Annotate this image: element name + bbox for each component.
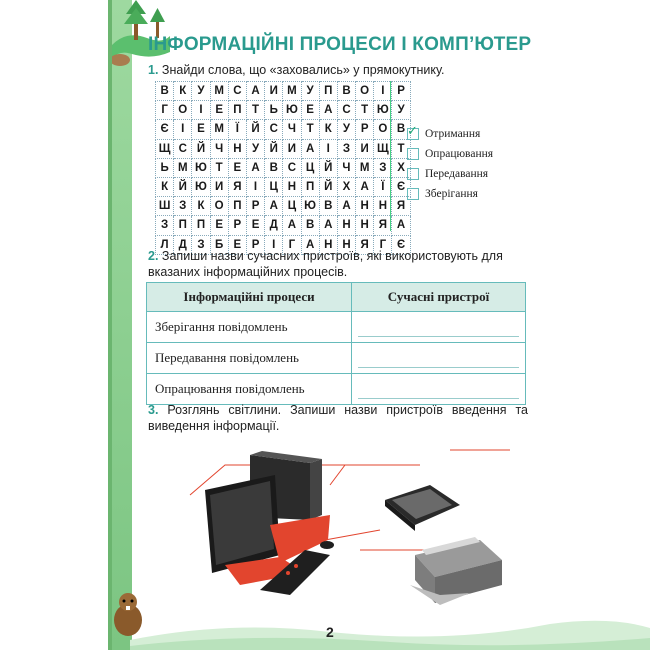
- checkmark-icon: ✓: [407, 123, 418, 138]
- answer-field[interactable]: [352, 312, 526, 343]
- page-title: ІНФОРМАЦІЙНІ ПРОЦЕСИ І КОМП’ЮТЕР: [148, 34, 532, 55]
- grid-letter[interactable]: В: [337, 82, 355, 101]
- grid-letter[interactable]: У: [246, 139, 264, 158]
- grid-letter[interactable]: Ю: [192, 158, 210, 177]
- grid-letter[interactable]: А: [265, 197, 283, 216]
- grid-letter[interactable]: Т: [301, 120, 319, 139]
- grid-letter[interactable]: Й: [265, 139, 283, 158]
- grid-letter[interactable]: К: [319, 120, 337, 139]
- grid-letter[interactable]: І: [265, 235, 283, 254]
- question-1: [148, 62, 444, 78]
- grid-letter[interactable]: Щ: [156, 139, 174, 158]
- option-label: Опрацювання: [425, 148, 494, 160]
- grid-letter[interactable]: В: [156, 82, 174, 101]
- grid-letter[interactable]: Є: [392, 235, 410, 254]
- grid-letter[interactable]: И: [210, 177, 228, 196]
- grid-letter[interactable]: А: [319, 101, 337, 120]
- grid-letter[interactable]: В: [392, 120, 410, 139]
- grid-letter[interactable]: З: [374, 158, 392, 177]
- grid-letter[interactable]: Т: [356, 101, 374, 120]
- grid-letter[interactable]: Ю: [192, 177, 210, 196]
- grid-letter[interactable]: Е: [192, 120, 210, 139]
- grid-letter[interactable]: Д: [174, 235, 192, 254]
- grid-letter[interactable]: Я: [228, 177, 246, 196]
- grid-letter[interactable]: Ч: [337, 158, 355, 177]
- mouse-icon: [320, 541, 334, 549]
- grid-letter[interactable]: Й: [319, 177, 337, 196]
- grid-letter[interactable]: А: [337, 197, 355, 216]
- question-1-number: 1.: [148, 63, 159, 77]
- grid-letter[interactable]: С: [265, 120, 283, 139]
- grid-letter[interactable]: Й: [174, 177, 192, 196]
- grid-letter[interactable]: М: [210, 82, 228, 101]
- table-header-devices: Сучасні пристрої: [352, 283, 526, 312]
- grid-letter[interactable]: Ї: [228, 120, 246, 139]
- grid-letter[interactable]: Ь: [156, 158, 174, 177]
- grid-letter[interactable]: М: [210, 120, 228, 139]
- grid-letter[interactable]: О: [374, 120, 392, 139]
- grid-letter[interactable]: Е: [228, 235, 246, 254]
- grid-letter[interactable]: Н: [337, 235, 355, 254]
- grid-letter[interactable]: Н: [228, 139, 246, 158]
- grid-letter[interactable]: Г: [156, 101, 174, 120]
- grid-letter[interactable]: У: [301, 82, 319, 101]
- grid-letter[interactable]: І: [246, 177, 264, 196]
- grid-row: [156, 177, 411, 196]
- question-2-number: 2.: [148, 249, 159, 263]
- grid-letter[interactable]: Ч: [210, 139, 228, 158]
- table-row: [147, 312, 526, 343]
- grid-letter[interactable]: Е: [301, 101, 319, 120]
- grid-letter[interactable]: Ї: [374, 177, 392, 196]
- grid-letter[interactable]: П: [192, 216, 210, 235]
- grid-letter[interactable]: Н: [319, 235, 337, 254]
- grid-letter[interactable]: Ц: [265, 177, 283, 196]
- grid-letter[interactable]: Ч: [283, 120, 301, 139]
- grid-letter[interactable]: Х: [337, 177, 355, 196]
- grid-letter[interactable]: О: [174, 101, 192, 120]
- grid-letter[interactable]: Х: [392, 158, 410, 177]
- table-row: [147, 374, 526, 405]
- grid-letter[interactable]: Й: [319, 158, 337, 177]
- grid-letter[interactable]: Р: [356, 120, 374, 139]
- grid-letter[interactable]: Н: [374, 197, 392, 216]
- grid-row: [156, 101, 411, 120]
- option-label: Зберігання: [425, 188, 478, 200]
- grid-letter[interactable]: А: [301, 139, 319, 158]
- question-1-text: Знайди слова, що «заховались» у прямокутнику.: [161, 63, 445, 77]
- processes-table: [146, 282, 526, 405]
- grid-letter[interactable]: П: [174, 216, 192, 235]
- option-checkbox[interactable]: [407, 123, 419, 140]
- grid-letter[interactable]: М: [283, 82, 301, 101]
- grid-row: [156, 216, 411, 235]
- question-3-number: 3.: [148, 403, 159, 417]
- grid-letter[interactable]: К: [192, 197, 210, 216]
- grid-letter[interactable]: Ш: [156, 197, 174, 216]
- grid-letter[interactable]: Щ: [374, 139, 392, 158]
- grid-letter[interactable]: З: [337, 139, 355, 158]
- grid-letter[interactable]: А: [246, 158, 264, 177]
- grid-letter[interactable]: Р: [246, 197, 264, 216]
- grid-letter[interactable]: А: [392, 216, 410, 235]
- grid-letter[interactable]: Я: [374, 216, 392, 235]
- grid-letter[interactable]: С: [337, 101, 355, 120]
- grid-letter[interactable]: Л: [156, 235, 174, 254]
- table-header-processes: Інформаційні процеси: [147, 283, 352, 312]
- grid-letter[interactable]: О: [356, 82, 374, 101]
- grid-letter[interactable]: С: [283, 158, 301, 177]
- grid-letter[interactable]: А: [356, 177, 374, 196]
- grid-letter[interactable]: А: [283, 216, 301, 235]
- grid-letter[interactable]: И: [356, 139, 374, 158]
- grid-letter[interactable]: Н: [337, 216, 355, 235]
- word-option: [407, 184, 493, 204]
- grid-letter[interactable]: Є: [392, 177, 410, 196]
- grid-letter[interactable]: П: [319, 82, 337, 101]
- grid-letter[interactable]: Е: [228, 158, 246, 177]
- grid-letter[interactable]: П: [228, 101, 246, 120]
- grid-letter[interactable]: Є: [156, 120, 174, 139]
- letter-grid: [155, 81, 411, 255]
- grid-letter[interactable]: У: [337, 120, 355, 139]
- grid-letter[interactable]: Т: [246, 101, 264, 120]
- grid-letter[interactable]: А: [246, 82, 264, 101]
- grid-letter[interactable]: В: [265, 158, 283, 177]
- grid-row: [156, 120, 411, 139]
- devices-photo: [130, 445, 640, 610]
- grid-row: [156, 139, 411, 158]
- grid-letter[interactable]: А: [301, 235, 319, 254]
- grid-letter[interactable]: Г: [374, 235, 392, 254]
- table-cell-process: Передавання повідомлень: [147, 343, 352, 374]
- grid-letter[interactable]: Р: [246, 235, 264, 254]
- grid-letter[interactable]: І: [174, 120, 192, 139]
- grid-letter[interactable]: Р: [392, 82, 410, 101]
- question-3-text: Розглянь світлини. Запиши назви пристроїв введення та виведення інформації.: [148, 403, 528, 433]
- grid-row: [156, 158, 411, 177]
- option-checkbox[interactable]: [407, 168, 419, 180]
- scanner-icon: [385, 485, 460, 531]
- option-label: Отримання: [425, 128, 481, 140]
- grid-letter[interactable]: Н: [283, 177, 301, 196]
- label-line-4: [325, 530, 380, 540]
- grid-letter[interactable]: З: [156, 216, 174, 235]
- option-checkbox[interactable]: [407, 148, 419, 160]
- grid-letter[interactable]: В: [319, 197, 337, 216]
- grid-letter[interactable]: Н: [356, 216, 374, 235]
- grid-letter[interactable]: У: [192, 82, 210, 101]
- grid-letter[interactable]: Т: [210, 158, 228, 177]
- printer-icon: [410, 537, 502, 605]
- grid-letter[interactable]: Й: [192, 139, 210, 158]
- grid-row: [156, 82, 411, 101]
- grid-letter[interactable]: Е: [246, 216, 264, 235]
- grid-letter[interactable]: И: [283, 139, 301, 158]
- grid-letter[interactable]: Р: [228, 216, 246, 235]
- grid-letter[interactable]: Ю: [301, 197, 319, 216]
- question-3: [148, 402, 528, 434]
- label-line-2: [330, 465, 345, 485]
- grid-letter[interactable]: Т: [392, 139, 410, 158]
- word-option: [407, 164, 493, 184]
- table-cell-process: Зберігання повідомлень: [147, 312, 352, 343]
- grid-letter[interactable]: Е: [210, 101, 228, 120]
- answer-field[interactable]: [352, 374, 526, 405]
- grid-letter[interactable]: Я: [392, 197, 410, 216]
- grid-letter[interactable]: З: [192, 235, 210, 254]
- grid-letter[interactable]: І: [192, 101, 210, 120]
- side-stripe: [112, 0, 132, 650]
- grid-letter[interactable]: У: [392, 101, 410, 120]
- grid-letter[interactable]: П: [228, 197, 246, 216]
- option-checkbox[interactable]: [407, 188, 419, 200]
- option-label: Передавання: [425, 168, 489, 180]
- table-row: [147, 343, 526, 374]
- grid-letter[interactable]: С: [228, 82, 246, 101]
- grid-letter[interactable]: Г: [283, 235, 301, 254]
- grid-letter[interactable]: К: [156, 177, 174, 196]
- question-2: [148, 248, 528, 280]
- grid-letter[interactable]: М: [356, 158, 374, 177]
- grid-letter[interactable]: Й: [246, 120, 264, 139]
- answer-field[interactable]: [352, 343, 526, 374]
- beaver-mascot-icon: [108, 590, 148, 638]
- word-options: [407, 124, 493, 204]
- grid-letter[interactable]: А: [319, 216, 337, 235]
- page-number: 2: [326, 624, 334, 640]
- grid-letter[interactable]: О: [210, 197, 228, 216]
- grid-letter[interactable]: В: [301, 216, 319, 235]
- grid-letter[interactable]: Н: [356, 197, 374, 216]
- question-2-text: Запиши назви сучасних пристроїв, які використовують для вказаних інформаційних процесів.: [148, 249, 503, 279]
- word-option: [407, 124, 493, 144]
- grid-letter[interactable]: Я: [356, 235, 374, 254]
- grid-letter[interactable]: І: [374, 82, 392, 101]
- grid-letter[interactable]: И: [265, 82, 283, 101]
- grid-letter[interactable]: Ц: [301, 158, 319, 177]
- grid-letter[interactable]: З: [174, 197, 192, 216]
- grid-letter[interactable]: М: [174, 158, 192, 177]
- grid-letter[interactable]: К: [174, 82, 192, 101]
- grid-letter[interactable]: Е: [210, 216, 228, 235]
- grid-letter[interactable]: П: [301, 177, 319, 196]
- table-cell-process: Опрацювання повідомлень: [147, 374, 352, 405]
- grid-letter[interactable]: С: [174, 139, 192, 158]
- grid-letter[interactable]: Ц: [283, 197, 301, 216]
- grid-highlight-line: [390, 81, 391, 231]
- grid-letter[interactable]: Б: [210, 235, 228, 254]
- grid-letter[interactable]: І: [319, 139, 337, 158]
- word-option: [407, 144, 493, 164]
- grid-letter[interactable]: Ю: [374, 101, 392, 120]
- grid-letter[interactable]: Д: [265, 216, 283, 235]
- grid-letter[interactable]: Ь: [265, 101, 283, 120]
- grid-row: [156, 197, 411, 216]
- hills-decoration: [130, 610, 650, 650]
- grid-letter[interactable]: Ю: [283, 101, 301, 120]
